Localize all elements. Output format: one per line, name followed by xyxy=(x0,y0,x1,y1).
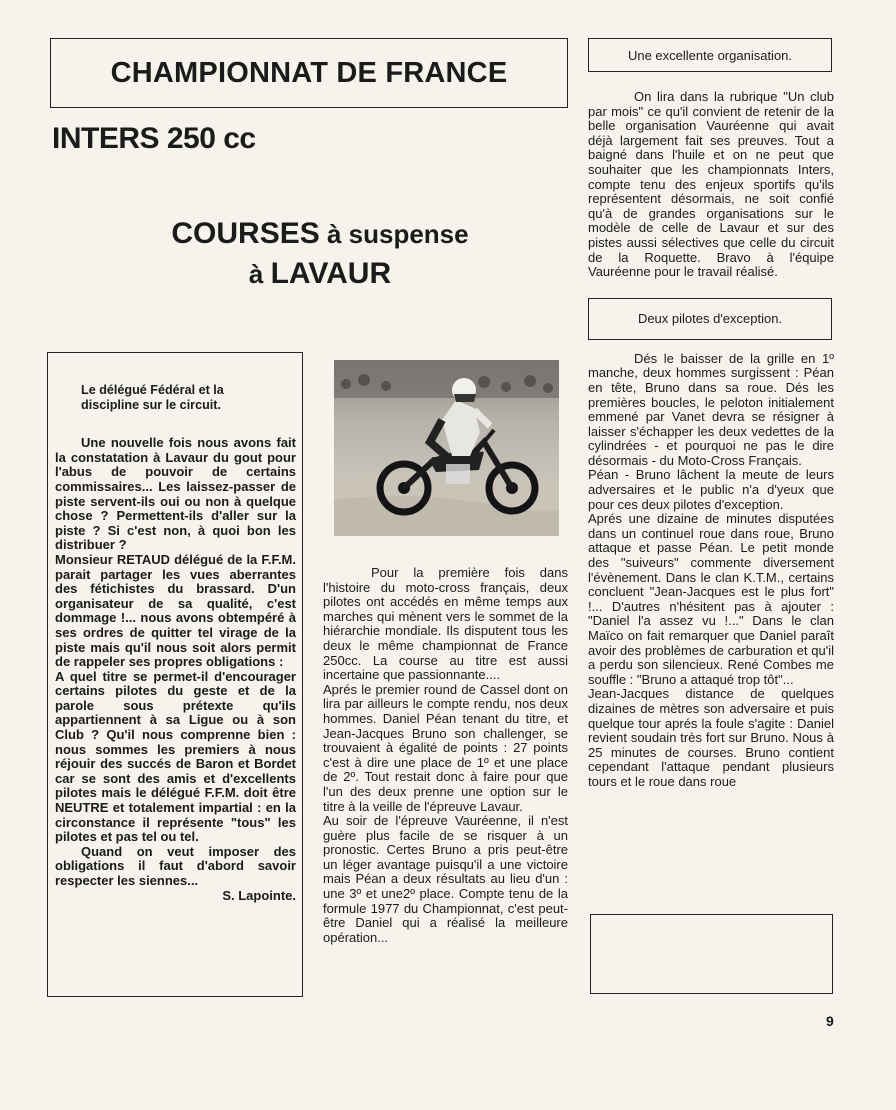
article-paragraph: Dés le baisser de la grille en 1º manche, deux hommes surgissent : Péan en tête, Bruno dans sa roue. Dés les premières boucles, le peloton initialement emmené par Vanet devra se résigner à laisser s'échapper les deux vedettes de la cylindrées - et pourquoi ne pas le dire désormais - du Moto-Cross Français. xyxy=(588,350,834,468)
article-paragraph: Aprés le premier round de Cassel dont on lira par ailleurs le compte rendu, nos deux hommes. Daniel Péan tenant du titre, et Jean-Jacques Bruno son challenger, se trouvaient à égalité de points : 27 points c'est à dire une place de 1º et une place de 2º. Tout restait donc à faire pour que l'un des deux prenne une option sur le titre à la veille de l'épreuve Lavaur. xyxy=(323,681,568,814)
headline-line-2 xyxy=(120,254,520,294)
editorial-paragraph: A quel titre se permet-il d'encourager certains pilotes du geste et de la parole sous prétexte qu'ils appartiennent à sa Ligue ou à son Club ? Qu'il nous comprenne bien : nous sommes les premiers à nous réjouir des succés de Baron et Bordet car se sont des amis et d'excellents pilotes mais le délégué F.F.M. doit être NEUTRE et totalement impartial : en la circonstance il représente "tous" les pilotes et pas tel ou tel. xyxy=(55,668,296,845)
headline-word-suspense: à suspense xyxy=(319,219,469,249)
editorial-paragraph: Une nouvelle fois nous avons fait la constatation à Lavaur du gout pour l'abus de pouvoir de certains commissaires... Les laissez-passer de piste servent-ils oui ou non à quelque chose ? Permettent-ils d'aller sur la piste ? Si c'est non, à quoi bon les distribuer ? xyxy=(55,435,296,553)
editorial-box xyxy=(47,352,303,997)
title-box xyxy=(50,38,568,108)
motocross-photo xyxy=(334,360,559,536)
bottom-inset-box xyxy=(590,914,833,994)
headline xyxy=(120,214,520,294)
page-title: CHAMPIONNAT DE FRANCE xyxy=(110,56,508,89)
editorial-body xyxy=(55,436,296,903)
article-paragraph: On lira dans la rubrique "Un club par mois" ce qu'il convient de retenir de la belle organisation Vauréenne qui avait déjà largement fait ses preuves. Tout a baigné dans l'huile et on ne peut que souhaiter que les championnats Inters, compte tenu des enjeux sportifs qu'ils représentent désormais, ne soit confié qu'à de grandes organisations sur le modèle de celle de Lavaur et sur des pistes aussi sélectives que celle du circuit de la Roquette. Bravo à l'équipe Vauréenne pour le travail réalisé. xyxy=(588,89,834,280)
section-header-pilotes xyxy=(588,298,832,340)
article-paragraph: Au soir de l'épreuve Vauréenne, il n'est guère plus facile de se risquer à un pronostic. Certes Bruno a pris peut-être un léger avantage puisqu'il a une victoire mais Péan a deux résultats au lieu d'un : une 3º et une2º place. Compte tenu de la formule 1977 du Championnat, c'est peut-être Daniel qui a réalisé la meilleure opération... xyxy=(323,813,568,945)
article-paragraph: Jean-Jacques distance de quelques dizaines de mètres son adversaire et puis quelque tour aprés la foule s'agite : Daniel revient soudain très fort sur Bruno. Nous à 25 minutes de courses. Bruno contient cependant l'attaque pendant plusieurs tours et le roue dans roue xyxy=(588,686,834,789)
section-title: Deux pilotes d'exception. xyxy=(637,311,783,327)
subtitle: INTERS 250 cc xyxy=(52,122,256,155)
right-column xyxy=(588,38,834,790)
section-body-organisation xyxy=(588,90,834,280)
section-header-organisation xyxy=(588,38,832,72)
headline-word-lavaur: LAVAUR xyxy=(270,257,392,290)
editorial-signature: S. Lapointe. xyxy=(222,887,296,903)
editorial-paragraph: Monsieur RETAUD délégué de la F.F.M. parait partager les vues aberrantes des fétichistes du brassard. D'un organisateur de sa qualité, c'est dommage !... nous avons obtempéré à ses ordres de quitter tel virage de la piste mais qu'il nous soit alors permit de rappeler ses propres obligations : xyxy=(55,551,296,670)
editorial-paragraph: Quand on veut imposer des obligations il faut d'abord savoir respecter les siennes... xyxy=(55,843,296,888)
article-paragraph: Pour la première fois dans l'histoire du moto-cross français, deux pilotes ont accédés en même temps aux marches qui mènent vers le sommet de la hiérarchie mondiale. Ils disputent tous les deux le même championnat de France 250cc. La course au titre est aussi incertaine que passionnante.... xyxy=(323,565,568,683)
editorial-heading: Le délégué Fédéral et la discipline sur le circuit. xyxy=(81,383,224,412)
headline-word-courses: COURSES xyxy=(171,217,320,250)
article-paragraph: Aprés une dizaine de minutes disputées dans un continuel roue dans roue, Bruno attaque et passe Péan. Le petit monde des "suiveurs" commente diversement l'évènement. Dans le clan K.T.M., certains concluent "Jean-Jacques est le plus fort" !... D'autres n'hésitent pas à ajouter : "Daniel l'a assez vu !..." Dans le clan Maïco on fait remarquer que Daniel paraît avoir des problèmes de carburation et qu'il a perdu son silencieux. René Combes me souffle : "Bruno a attaqué trop tôt"... xyxy=(588,511,834,687)
middle-article xyxy=(323,566,568,945)
section-title: Une excellente organisation. xyxy=(627,47,793,63)
section-body-pilotes xyxy=(588,352,834,790)
article-paragraph: Péan - Bruno lâchent la meute de leurs adversaires et le public n'a d'yeux que pour ces deux pilotes d'exception. xyxy=(588,467,834,512)
page-number: 9 xyxy=(826,1013,834,1029)
headline-line-1 xyxy=(120,214,520,254)
headline-word-a: à xyxy=(248,259,271,289)
motocross-photo-image xyxy=(334,360,559,536)
